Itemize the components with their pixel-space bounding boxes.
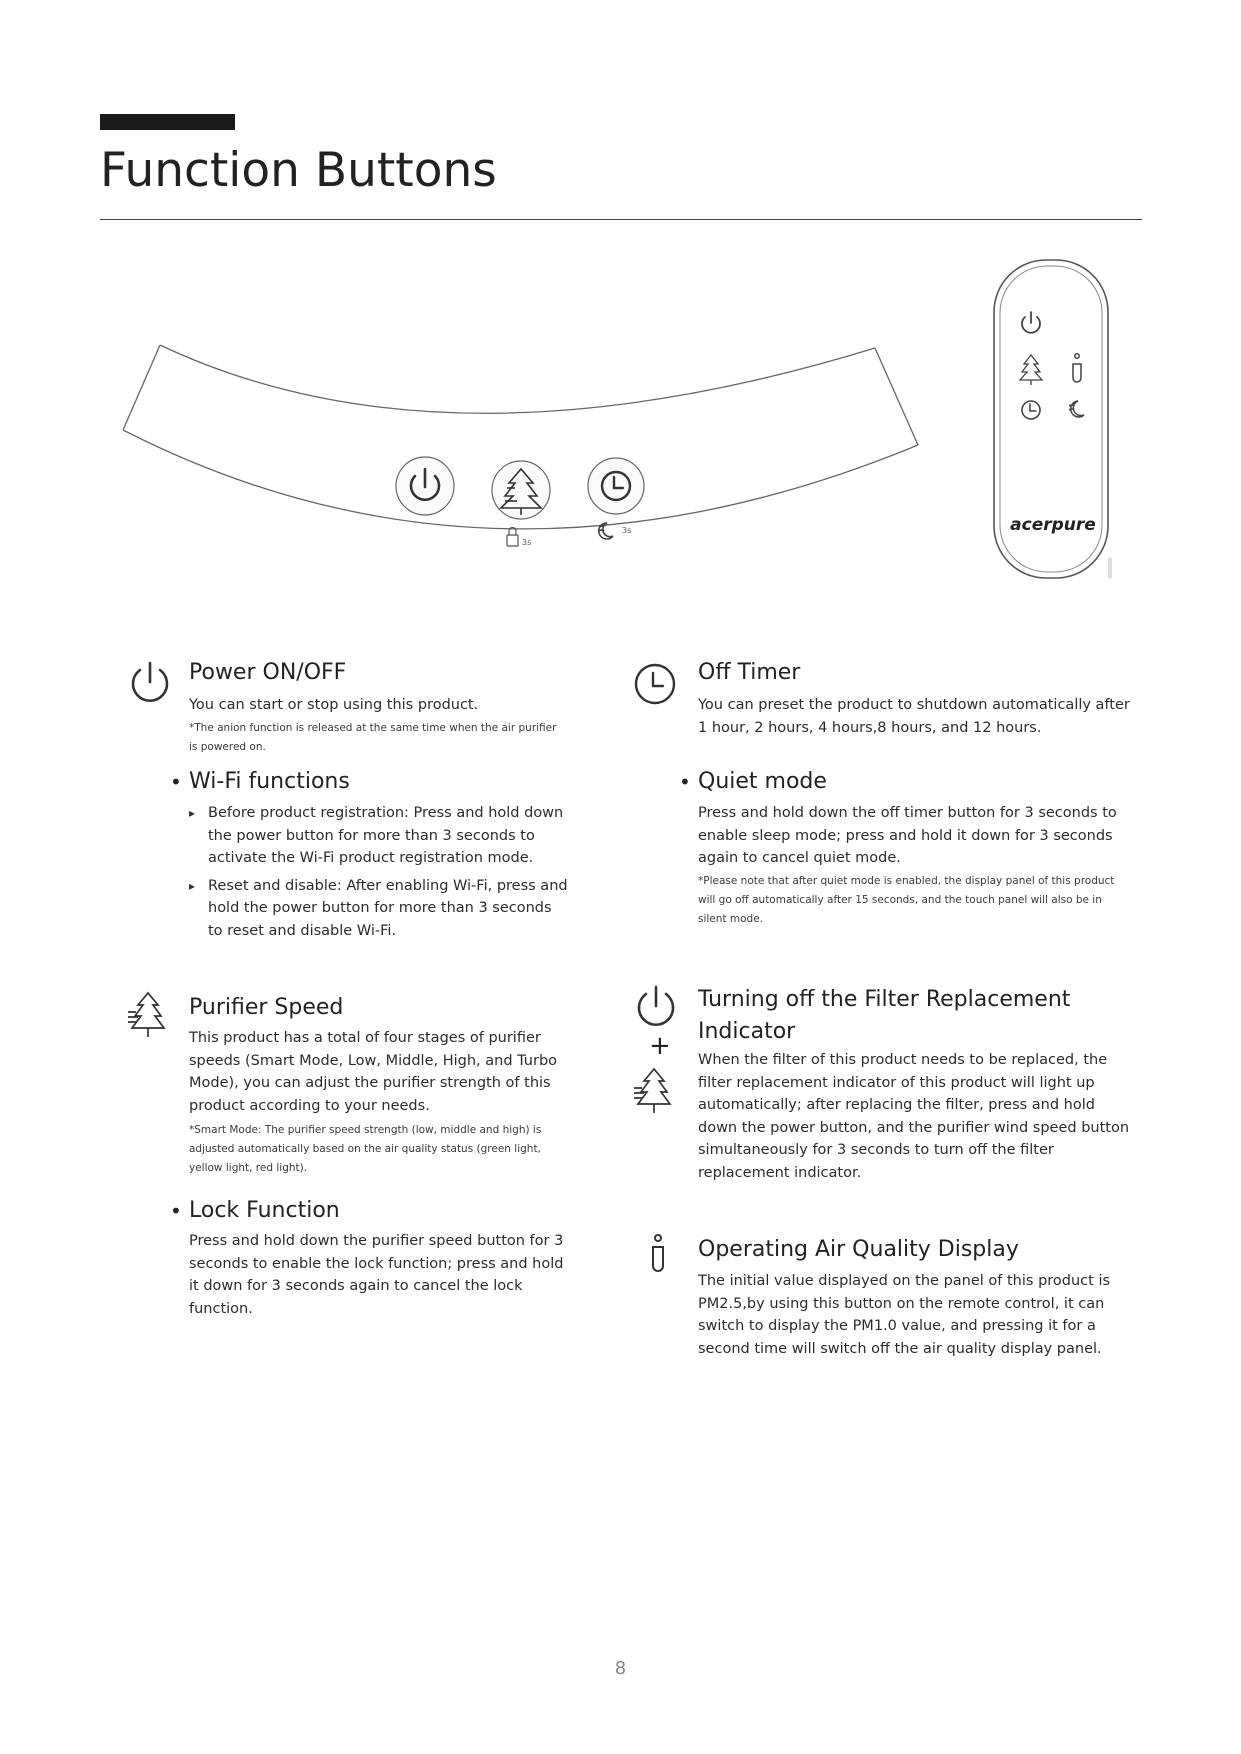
quiet-note: *Please note that after quiet mode is enabled, the display panel of this product will go off automatically after 15 seconds, and the touch panel will also be in silent mode. [698, 875, 1115, 925]
header-bar [100, 114, 235, 130]
wifi-item-registration: ▸ Before product registration: Press and hold down the power button for more than 3 seconds to activate the Wi-Fi product registration mode. [189, 802, 569, 870]
filter-body: When the filter of this product needs to be replaced, the filter replacement indicator of this product will light up automatically; after replacing the filter, press and hold down the power button, and the purifier wind speed button simultaneously for 3 seconds to turn off the filter replacement indicator. [698, 1052, 1130, 1181]
timer-body: You can preset the product to shutdown automatically after 1 hour, 2 hours, 4 hours,8 hours, and 12 hours. [698, 697, 1130, 736]
wifi-list [189, 802, 569, 942]
page-number: 8 [614, 1658, 627, 1679]
wifi-item-reset: ▸ Reset and disable: After enabling Wi-Fi, press and hold the power button for more than 3 seconds to reset and disable Wi-Fi. [189, 875, 569, 943]
control-panel-illustration [115, 330, 945, 580]
lock-hint: 3s [522, 538, 532, 547]
power-icon-combo [634, 984, 678, 1030]
panel-speed-button [492, 461, 550, 519]
panel-power-button [396, 457, 454, 515]
quiet-hint: 3s [622, 526, 632, 535]
filter-title: Turning off the Filter Replacement Indicator [698, 987, 1071, 1044]
wifi-title: • Wi-Fi functions [189, 767, 350, 797]
remote-control-illustration [992, 258, 1114, 584]
panel-timer-button [588, 458, 644, 514]
power-note: *The anion function is released at the same time when the air purifier is powered on. [189, 722, 557, 753]
aq-title: Operating Air Quality Display [698, 1237, 1019, 1262]
tree-icon-combo [632, 1066, 676, 1118]
page-title: Function Buttons [100, 143, 497, 198]
aq-body: The initial value displayed on the panel of this product is PM2.5,by using this button on the remote control, it can switch to display the PM1.0 value, and pressing it for a second time will switch off the air quality display panel. [698, 1273, 1111, 1357]
clock-icon [633, 662, 677, 706]
speed-body: This product has a total of four stages of purifier speeds (Smart Mode, Low, Middle, High, and Turbo Mode), you can adjust the purifier strength of this product according to your needs. [189, 1030, 558, 1114]
lock-icon [507, 528, 518, 547]
title-divider [100, 219, 1142, 220]
lock-title: • Lock Function [189, 1196, 340, 1226]
lock-body: Press and hold down the purifier speed button for 3 seconds to enable the lock function; press and hold it down for 3 seconds again to cancel the lock function. [189, 1233, 564, 1317]
quiet-body: Press and hold down the off timer button for 3 seconds to enable sleep mode; press and hold it down for 3 seconds again to cancel quiet mode. [698, 805, 1117, 866]
speed-note: *Smart Mode: The purifier speed strength (low, middle and high) is adjusted automatically based on the air quality status (green light, yellow light, red light). [189, 1124, 542, 1174]
remote-brand-logo: acerpure [1010, 515, 1096, 535]
power-title: Power ON/OFF [189, 660, 347, 685]
plus-sign: + [649, 1031, 671, 1061]
power-body: You can start or stop using this product. [189, 697, 479, 713]
quiet-title: • Quiet mode [698, 767, 827, 797]
speed-title: Purifier Speed [189, 995, 344, 1020]
air-quality-icon [647, 1234, 669, 1274]
power-icon [128, 660, 172, 706]
timer-title: Off Timer [698, 660, 801, 685]
tree-icon [126, 990, 170, 1042]
